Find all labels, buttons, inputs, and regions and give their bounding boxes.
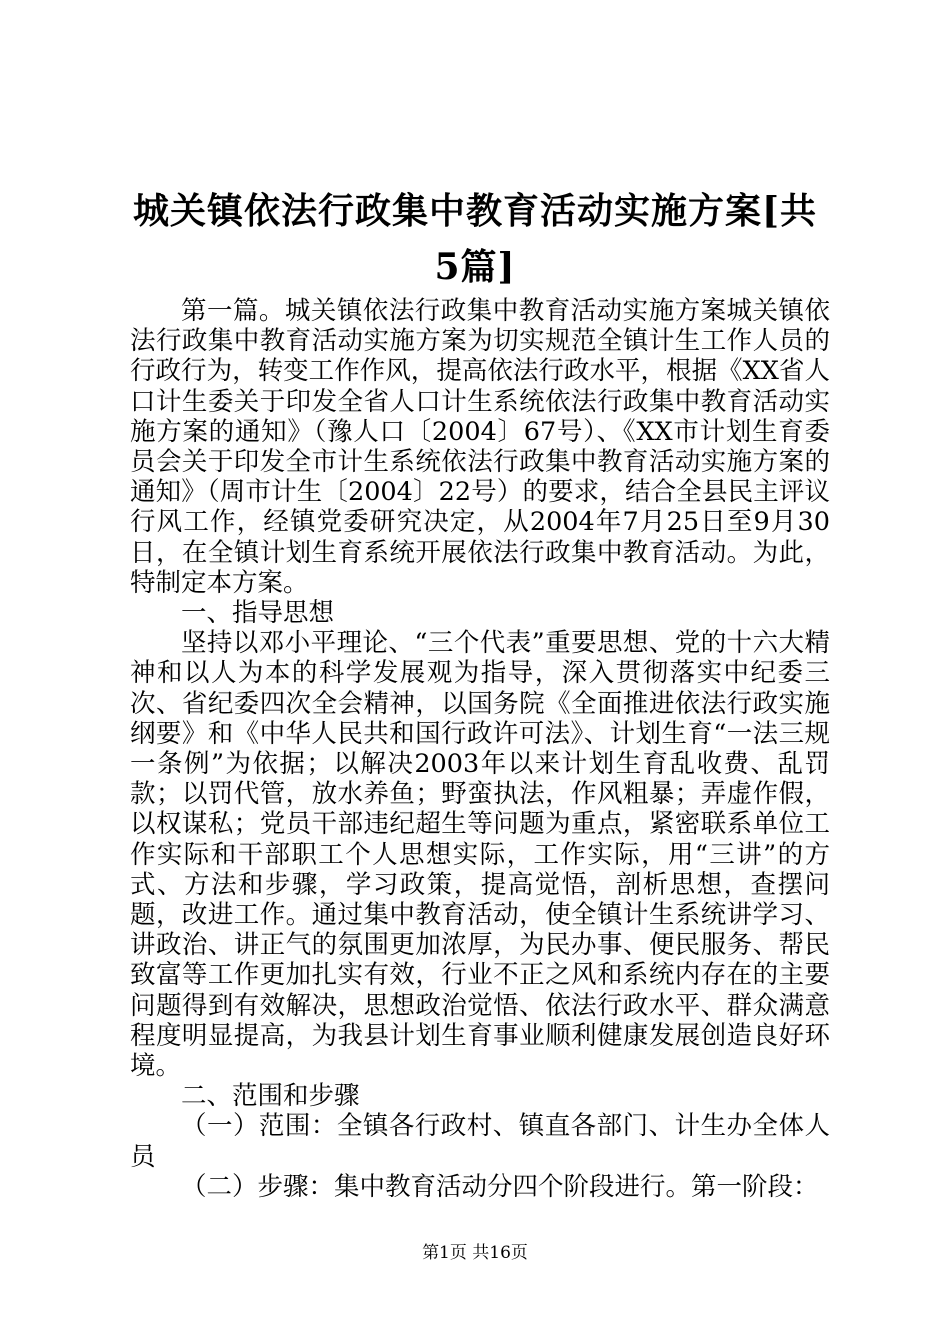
page-footer: 第1页 共16页 bbox=[422, 1243, 528, 1263]
paragraph-steps: （二）步骤：集中教育活动分四个阶段进行。第一阶段： bbox=[181, 1171, 819, 1202]
document-body bbox=[130, 296, 830, 1202]
section-heading-scope-steps: 二、范围和步骤 bbox=[181, 1081, 360, 1112]
document-title: 城关镇依法行政集中教育活动实施方案[共5篇] bbox=[132, 190, 818, 288]
paragraph-scope: （一）范围：全镇各行政村、镇直各部门、计生办全体人员 bbox=[130, 1111, 830, 1172]
paragraph-guiding-ideology: 坚持以邓小平理论、“三个代表”重要思想、党的十六大精神和以人为本的科学发展观为指导，深入贯彻落实中纪委三次、省纪委四次全会精神，以国务院《全面推进依法行政实施纲要》和《中华人民共和国行政许可法》、计划生育“一法三规一条例”为依据；以解决2003年以来计划生育乱收费、乱罚款；以罚代管，放水养鱼；野蛮执法，作风粗暴；弄虚作假，以权谋私；党员干部违纪超生等问题为重点，紧密联系单位工作实际和干部职工个人思想实际，工作实际，用“三讲”的方式、方法和步骤，学习政策，提高觉悟，剖析思想，查摆问题，改进工作。通过集中教育活动，使全镇计生系统讲学习、讲政治、讲正气的氛围更加浓厚，为民办事、便民服务、帮民致富等工作更加扎实有效，行业不正之风和系统内存在的主要问题得到有效解决，思想政治觉悟、依法行政水平、群众满意程度明显提高，为我县计划生育事业顺利健康发展创造良好环境。 bbox=[130, 628, 830, 1082]
paragraph-intro: 第一篇。城关镇依法行政集中教育活动实施方案城关镇依法行政集中教育活动实施方案为切实规范全镇计生工作人员的行政行为，转变工作作风，提高依法行政水平，根据《XX省人口计生委关于印发全省人口计生系统依法行政集中教育活动实施方案的通知》（豫人口〔2004〕67号）、《XX市计划生育委员会关于印发全市计生系统依法行政集中教育活动实施方案的通知》（周市计生〔2004〕22号）的要求，结合全县民主评议行风工作，经镇党委研究决定，从2004年7月25日至9月30日，在全镇计划生育系统开展依法行政集中教育活动。为此，特制定本方案。 bbox=[130, 296, 830, 598]
section-heading-guiding-ideology: 一、指导思想 bbox=[181, 598, 335, 629]
